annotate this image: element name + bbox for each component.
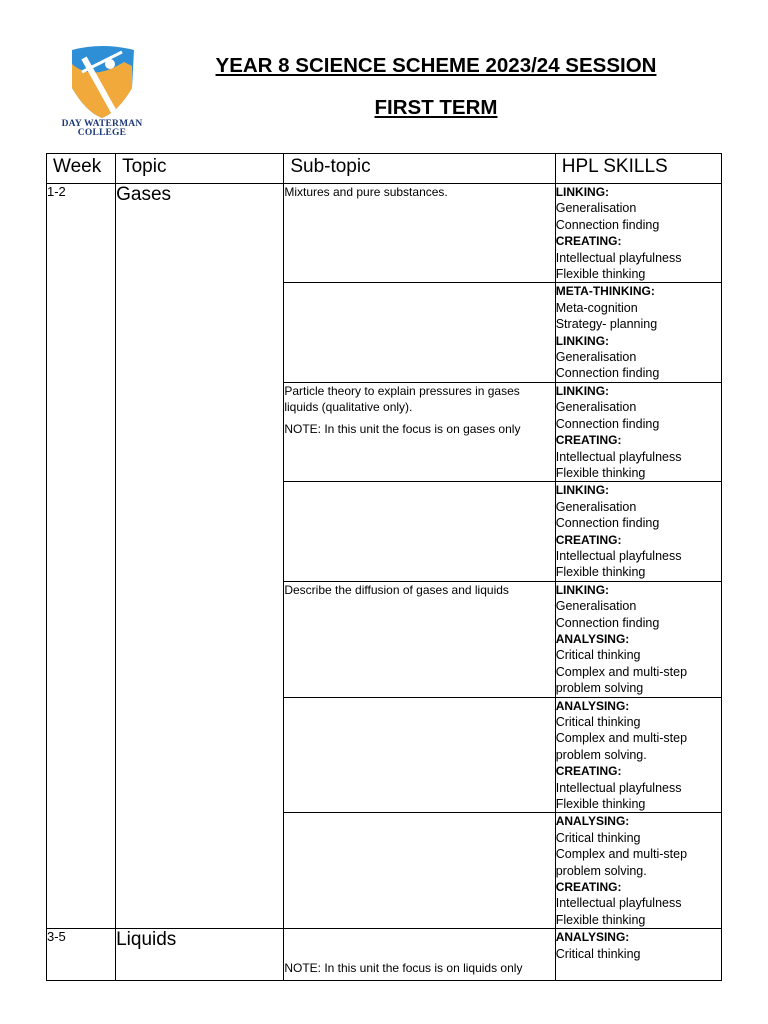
- hpl-skill: Meta-cognition: [555, 300, 638, 315]
- hpl-skills-cell: [555, 929, 721, 981]
- hpl-skill: Generalisation: [555, 599, 637, 614]
- hpl-skill: Connection finding: [555, 615, 660, 630]
- hpl-skill: problem solving.: [555, 747, 647, 762]
- subtopic-text: Mixtures and pure substances.: [284, 185, 448, 199]
- hpl-skill: Flexible thinking: [555, 912, 646, 927]
- hpl-skill: Flexible thinking: [555, 465, 646, 480]
- header-hpl-skills: HPL SKILLS: [555, 154, 721, 184]
- hpl-skills-cell: [555, 697, 721, 813]
- subtopic-note: NOTE: In this unit the focus is on gases only: [284, 421, 521, 436]
- hpl-category: CREATING:: [555, 234, 622, 249]
- hpl-skills-cell: [555, 382, 721, 481]
- college-logo-text: DAY WATERMAN COLLEGE: [61, 119, 143, 138]
- hpl-skills-cell: [555, 482, 721, 581]
- hpl-skill: Connection finding: [555, 366, 660, 381]
- hpl-skill: problem solving.: [555, 863, 647, 878]
- hpl-skills-cell: [555, 283, 721, 382]
- hpl-category: CREATING:: [555, 764, 622, 779]
- subtopic-cell: [284, 482, 555, 581]
- subtopic-cell: [284, 382, 555, 481]
- hpl-category: CREATING:: [555, 532, 622, 547]
- hpl-skills-cell: [555, 813, 721, 929]
- week-cell: 1-2: [47, 184, 116, 929]
- hpl-skill: Flexible thinking: [555, 565, 646, 580]
- header-topic: Topic: [116, 154, 284, 184]
- hpl-skill: Generalisation: [555, 350, 637, 365]
- scheme-table: [46, 153, 722, 981]
- subtopic-cell: [284, 697, 555, 813]
- hpl-skill: Intellectual playfulness: [555, 449, 682, 464]
- hpl-skill: Complex and multi-step: [555, 731, 688, 746]
- hpl-skill: Flexible thinking: [555, 267, 646, 282]
- hpl-skills-cell: [555, 581, 721, 697]
- subtopic-text: Describe the diffusion of gases and liquids: [284, 582, 509, 597]
- hpl-category: CREATING:: [555, 433, 622, 448]
- hpl-skill: Strategy- planning: [555, 317, 658, 332]
- page-title: YEAR 8 SCIENCE SCHEME 2023/24 SESSION: [215, 54, 657, 77]
- hpl-category: ANALYSING:: [555, 631, 630, 646]
- hpl-skill: Critical thinking: [555, 648, 641, 663]
- table-row: [47, 929, 722, 981]
- subtopic-text: Particle theory to explain pressures in gases liquids (qualitative only).: [284, 383, 520, 415]
- hpl-category: LINKING:: [555, 383, 610, 398]
- hpl-skill: Intellectual playfulness: [555, 896, 682, 911]
- hpl-skill: Intellectual playfulness: [555, 780, 682, 795]
- hpl-skill: Connection finding: [555, 516, 660, 531]
- subtopic-cell: [284, 184, 555, 283]
- hpl-skill: Complex and multi-step: [555, 847, 688, 862]
- header-week: Week: [47, 154, 116, 184]
- hpl-skills-cell: [555, 184, 721, 283]
- topic-cell: Liquids: [116, 929, 284, 981]
- hpl-category: ANALYSING:: [555, 930, 630, 945]
- hpl-category: ANALYSING:: [555, 698, 630, 713]
- hpl-category: LINKING:: [555, 582, 610, 597]
- shield-icon: [52, 42, 152, 122]
- hpl-skill: Flexible thinking: [555, 797, 646, 812]
- hpl-skill: Intellectual playfulness: [555, 250, 682, 265]
- hpl-skill: Generalisation: [555, 400, 637, 415]
- header-subtopic: Sub-topic: [284, 154, 555, 184]
- subtopic-cell: [284, 283, 555, 382]
- hpl-skill: Connection finding: [555, 217, 660, 232]
- hpl-skill: problem solving: [555, 681, 644, 696]
- table-row: [47, 184, 722, 283]
- hpl-skill: Generalisation: [555, 201, 637, 216]
- hpl-skill: Connection finding: [555, 416, 660, 431]
- term-subtitle: FIRST TERM: [374, 96, 498, 119]
- hpl-skill: Critical thinking: [555, 946, 641, 961]
- subtopic-cell: [284, 929, 555, 981]
- hpl-category: LINKING:: [555, 333, 610, 348]
- hpl-skill: Intellectual playfulness: [555, 548, 682, 563]
- hpl-skill: Generalisation: [555, 499, 637, 514]
- hpl-category: ANALYSING:: [555, 814, 630, 829]
- subtopic-note: NOTE: In this unit the focus is on liquids only: [284, 960, 523, 975]
- subtopic-cell: [284, 581, 555, 697]
- hpl-category: LINKING:: [555, 483, 610, 498]
- hpl-skill: Critical thinking: [555, 715, 641, 729]
- topic-cell: Gases: [116, 184, 284, 929]
- table-header-row: [47, 154, 722, 184]
- week-cell: 3-5: [47, 929, 116, 981]
- hpl-category: CREATING:: [555, 880, 622, 895]
- hpl-skill: Critical thinking: [555, 830, 641, 845]
- subtopic-cell: [284, 813, 555, 929]
- hpl-skill: Complex and multi-step: [555, 664, 688, 679]
- hpl-category: LINKING:: [555, 185, 610, 199]
- hpl-category: META-THINKING:: [555, 284, 655, 299]
